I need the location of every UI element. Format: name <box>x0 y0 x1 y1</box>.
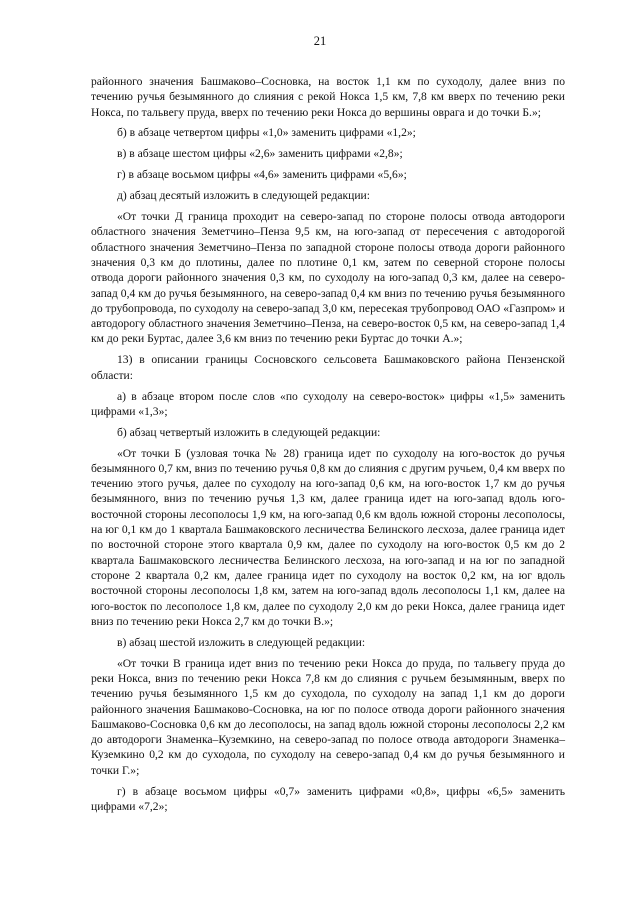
page-number: 21 <box>313 34 327 48</box>
paragraph-amendment-b: б) в абзаце четвертом цифры «1,0» заменить цифрами «1,2»; <box>117 126 416 140</box>
paragraph-amendment-v: в) в абзаце шестом цифры «2,6» заменить цифрами «2,8»; <box>117 147 403 161</box>
paragraph-quote-point-v: «От точки В граница идет вниз по течению реки Нокса до пруда, по тальвегу пруда до реки Нокса, вниз по течению реки Нокса 7,8 км до слияния с ручьем безымянным, вверх по течению ручья безымянного 1,5 км до суходола, по суходолу на запад 1,1 км до дороги районного значения Башмаково-Сосновка, на юг по полосе отвода дороги районного значения Башмаково-Сосновка 0,6 км до лесополосы, на запад вдоль южной стороны лесополосы 2,2 км до автодороги Знаменка–Куземкино, на северо-запад по полосе отвода автодороги Знаменка–Куземкино 0,2 км до суходола, по суходолу на северо-запад 0,4 км до ручья безымянного и точки Г.»; <box>91 656 565 777</box>
paragraph-amendment-g: г) в абзаце восьмом цифры «4,6» заменить цифрами «5,6»; <box>117 168 407 182</box>
paragraph-amendment-d: д) абзац десятый изложить в следующей редакции: <box>117 189 370 203</box>
paragraph-continuation: районного значения Башмаково–Сосновка, на восток 1,1 км по суходолу, далее вниз по течению ручья безымянного до слияния с рекой Нокса 1,5 км, 7,8 км вверх по течению реки Нокса, по тальвегу пруда, вверх по течению реки Нокса до вершины оврага и до точки Б.»; <box>91 75 565 119</box>
paragraph-quote-point-d: «От точки Д граница проходит на северо-запад по стороне полосы отвода автодороги областного значения Земетчино–Пенза 9,5 км, на юго-запад от пересечения с автодорогой областного значения Земетчино–Пенза по западной стороне полосы отвода дороги районного значения 0,3 км до плотины, далее по плотине 0,1 км, затем по северной стороне полосы отвода дороги районного значения 0,3 км, по суходолу на юго-запад 0,3 км, далее на северо-запад 0,4 км до ручья безымянного, на северо-запад 0,4 км вниз по течению ручья безымянного до трубопровода, по суходолу на северо-запад 3,0 км, пересекая трубопровод ОАО «Газпром» и автодорогу областного значения Земетчино–Пенза, на северо-восток 0,5 км, на северо-запад 1,4 км до реки Буртас, далее 3,6 км вниз по течению реки Буртас до точки А.»; <box>91 210 565 346</box>
paragraph-amendment-a: а) в абзаце втором после слов «по суходолу на северо-восток» цифры «1,5» заменить цифрами «1,3»; <box>91 389 565 418</box>
paragraph-amendment-v2: в) абзац шестой изложить в следующей редакции: <box>117 635 366 649</box>
paragraph-quote-point-b: «От точки Б (узловая точка № 28) граница идет по суходолу на юго-восток до ручья безымянного 0,7 км, вниз по течению ручья 0,8 км до слияния с другим ручьем, 0,4 км вверх по течению этого ручья, далее по суходолу на юго-запад 0,6 км, на юго-восток 1,7 км до ручья безымянного, вниз по течению ручья 1,3 км, далее граница идет на юго-запад вдоль юго-восточной стороны лесополосы 1,9 км, на юго-запад 0,6 км вдоль южной стороны лесополосы, на юг 0,1 км до 1 квартала Башмаковского лесничества Белинского лесхоза, далее граница идет по восточной стороне этого квартала 0,9 км, далее по суходолу на юго-восток 0,5 км до 2 квартала Башмаковского лесничества Белинского лесхоза, на юго-запад и на юг по западной стороне 2 квартала 0,2 км, далее граница идет по суходолу на восток 0,2 км, на юг вдоль восточной стороны лесополосы 1,8 км, затем на юго-запад вдоль лесополосы 1,1 км, далее на юго-восток по лесополосе 1,8 км, далее по суходолу 2,0 км до реки Нокса, далее граница идет вниз по течению реки Нокса 2,7 км до точки В.»; <box>91 446 565 628</box>
document-body <box>91 74 565 820</box>
paragraph-amendment-g2: г) в абзаце восьмом цифры «0,7» заменить цифрами «0,8», цифры «6,5» заменить цифрами «7,2»; <box>91 784 565 813</box>
paragraph-amendment-b2: б) абзац четвертый изложить в следующей редакции: <box>117 425 381 439</box>
paragraph-item-13: 13) в описании границы Сосновского сельсовета Башмаковского района Пензенской области: <box>91 353 565 382</box>
